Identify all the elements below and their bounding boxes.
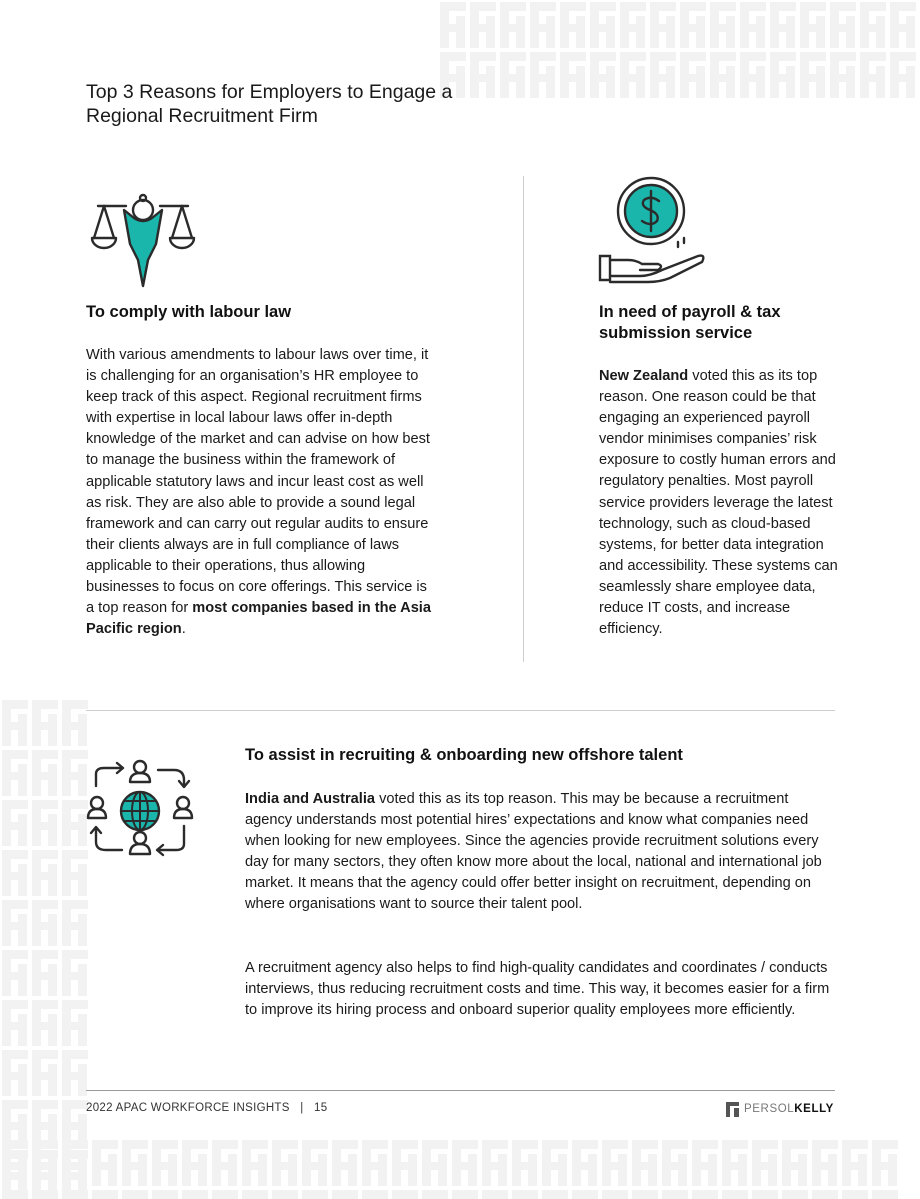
logo-text-persol: PERSOL bbox=[744, 1103, 795, 1115]
page-title: Top 3 Reasons for Employers to Engage a Regional Recruitment Firm bbox=[86, 81, 453, 127]
footer-separator: | bbox=[300, 1102, 304, 1114]
section-divider bbox=[86, 710, 835, 711]
column-divider bbox=[523, 176, 524, 662]
persolkelly-logo bbox=[726, 1101, 834, 1117]
footer-publication bbox=[86, 1102, 327, 1114]
footer-page-number: 15 bbox=[314, 1102, 328, 1114]
reason-1-highlight: most companies based in the Asia Pacific region bbox=[86, 600, 431, 638]
persolkelly-logo-mark-icon bbox=[726, 1102, 739, 1117]
reason-3-body: India and Australia voted this as its top reason. This may be because a recruitment agency understands most potential hires’ expectations and know what companies need when looking for new employees. Since the agencies provide recruitment solutions every day for many sectors, they often know more about the local, national and international job market. It means that the agency could offer better insight on recruitment, depending on where organisations want to source their talent pool. bbox=[245, 791, 822, 913]
reason-3-highlight: India and Australia bbox=[245, 791, 376, 807]
reason-1-heading: To comply with labour law bbox=[86, 303, 292, 321]
footer-divider bbox=[86, 1090, 835, 1091]
dollar-coin-hand-icon bbox=[596, 176, 708, 286]
reason-2-body: New Zealand voted this as its top reason. One reason could be that engaging an experienced payroll vendor minimises companies’ risk exposure to costly human errors and regulatory penalties. Most payroll service providers leverage the latest technology, such as cloud-based systems, for better data integration and accessibility. These systems can seamlessly share employee data, reduce IT costs, and increase efficiency. bbox=[599, 368, 838, 638]
logo-text-kelly: KELLY bbox=[794, 1103, 834, 1115]
reason-3-body-second: A recruitment agency also helps to find high-quality candidates and coordinates / conducts interviews, thus reducing recruitment costs and time. This way, it becomes easier for a firm to improve its hiring process and onboard superior quality employees more efficiently. bbox=[245, 960, 830, 1019]
reason-3-heading: To assist in recruiting & onboarding new offshore talent bbox=[245, 746, 683, 764]
global-talent-network-icon bbox=[86, 758, 196, 864]
reason-2-heading: In need of payroll & tax submission service bbox=[599, 303, 781, 342]
footer-publication-title: 2022 APAC WORKFORCE INSIGHTS bbox=[86, 1102, 290, 1114]
reason-1-body: With various amendments to labour laws over time, it is challenging for an organisation’s HR employee to keep track of this aspect. Regional recruitment firms with expertise in local labour laws offer in-depth knowledge of the market and can advise on how best to manage the business within the framework of applicable statutory laws and incur least cost as well as risk. They are also able to provide a sound legal framework and can carry out regular audits to ensure their clients always are in full compliance of laws applicable to their operations, thus allowing businesses to focus on core offerings. This service is a top reason for most companies based in the Asia Pacific region. bbox=[86, 347, 431, 638]
reason-2-highlight: New Zealand bbox=[599, 368, 689, 384]
scales-of-justice-icon bbox=[90, 190, 196, 294]
